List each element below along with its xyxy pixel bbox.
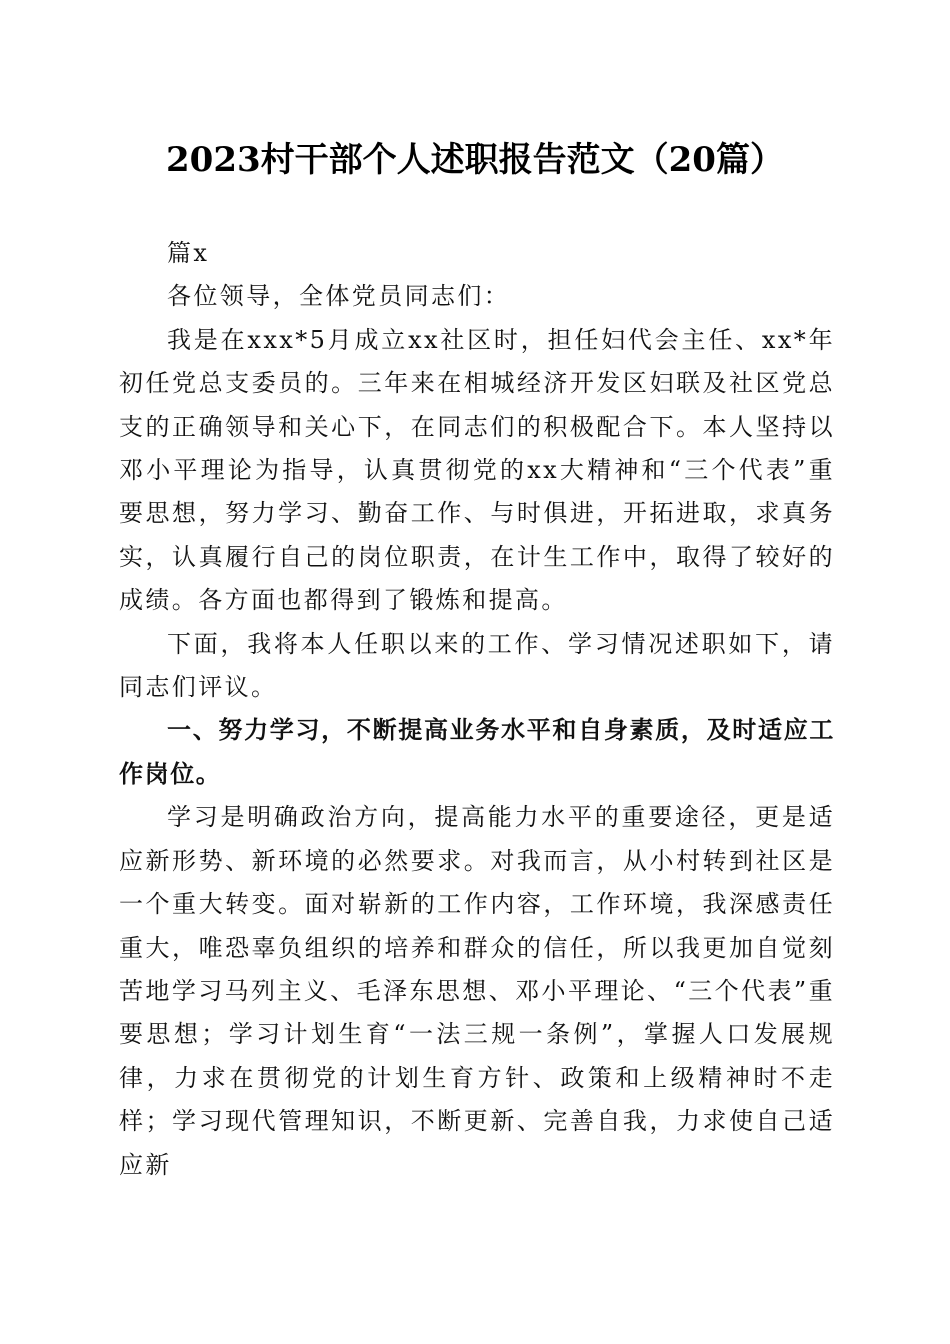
salutation: 各位领导，全体党员同志们：	[167, 282, 511, 311]
section-label: 篇x	[167, 239, 210, 267]
paragraph-overview: 下面，我将本人任职以来的工作、学习情况述职如下，请同志们评议。	[119, 629, 835, 702]
paragraph-intro: 我是在xxx*5月成立xx社区时，担任妇代会主任、xx*年初任党总支委员的。三年来在相城经济开发区妇联及社区党总支的正确领导和关心下，在同志们的积极配合下。本人坚持以邓小平理论为指导，认真贯彻党的xx大精神和“三个代表”重要思想，努力学习、勤奋工作、与时俱进，开拓进取，求真务实，认真履行自己的岗位职责，在计生工作中，取得了较好的成绩。各方面也都得到了锻炼和提高。	[119, 325, 835, 615]
paragraph-study: 学习是明确政治方向，提高能力水平的重要途径，更是适应新形势、新环境的必然要求。对我而言，从小村转到社区是一个重大转变。面对崭新的工作内容，工作环境，我深感责任重大，唯恐辜负组织的培养和群众的信任，所以我更加自觉刻苦地学习马列主义、毛泽东思想、邓小平理论、“三个代表”重要思想；学习计划生育“一法三规一条例”，掌握人口发展规律，力求在贯彻党的计划生育方针、政策和上级精神时不走样；学习现代管理知识，不断更新、完善自我，力求使自己适应新	[119, 803, 835, 1179]
document-title: 2023村干部个人述职报告范文（20篇）	[166, 140, 784, 180]
document-body	[119, 232, 835, 1187]
section-heading-1: 一、努力学习，不断提高业务水平和自身素质，及时适应工作岗位。	[119, 716, 835, 788]
